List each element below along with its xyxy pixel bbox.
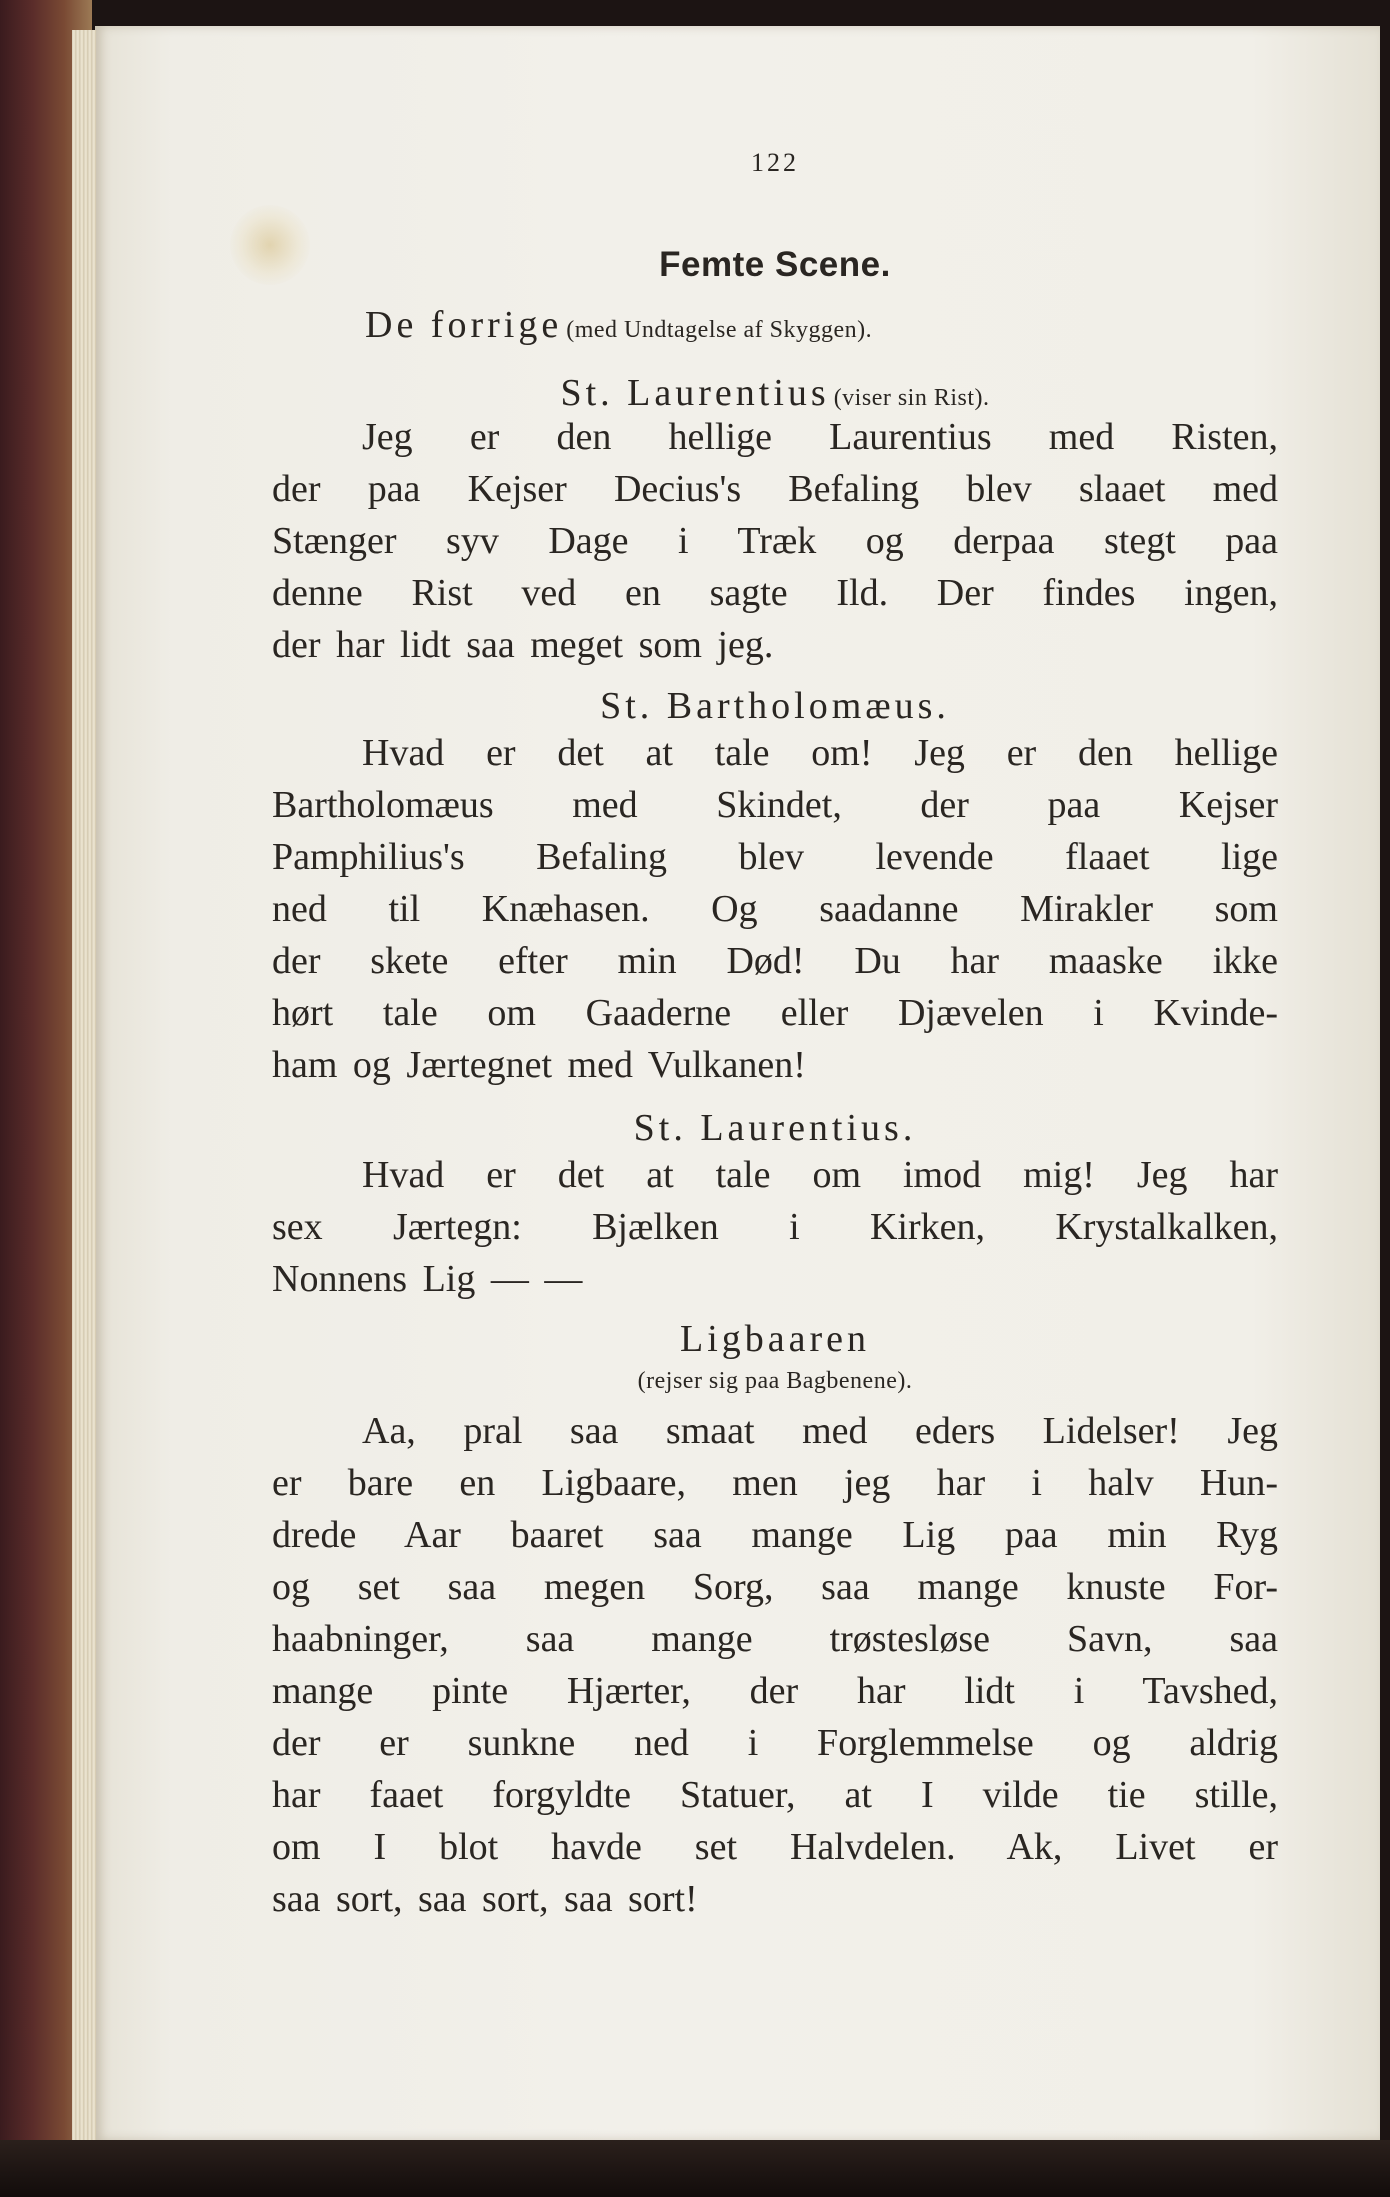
page-stack-edge [72,30,96,2140]
text-line: hørt tale om Gaaderne eller Djævelen i Kvinde- [272,992,1278,1034]
speaker-name: St. Bartholomæus. [600,685,950,727]
text-line: der har lidt saa meget som jeg. [272,624,774,666]
text-line: drede Aar baaret saa mange Lig paa min Ryg [272,1514,1278,1556]
text-line: sex Jærtegn: Bjælken i Kirken, Krystalkalken, [272,1206,1278,1248]
characters-present: De forrige [365,304,563,346]
text-line: der er sunkne ned i Forglemmelse og aldrig [272,1722,1278,1764]
text-line: Nonnens Lig — — [272,1258,583,1300]
speaker-name: St. Laurentius [560,372,830,414]
text-line: Aa, pral saa smaat med eders Lidelser! Jeg [362,1410,1278,1452]
stage-note: (med Undtagelse af Skyggen). [566,317,873,343]
text-line: Bartholomæus med Skindet, der paa Kejser [272,784,1278,826]
text-line: ham og Jærtegnet med Vulkanen! [272,1044,806,1086]
book-cover-bottom [0,2140,1390,2197]
text-line: der paa Kejser Decius's Befaling blev slaaet med [272,468,1278,510]
text-line: der skete efter min Død! Du har maaske ikke [272,940,1278,982]
text-line: Hvad er det at tale om imod mig! Jeg har [362,1154,1278,1196]
stage-direction: (viser sin Rist). [833,385,990,411]
text-line: Jeg er den hellige Laurentius med Risten, [362,416,1278,458]
text-line: denne Rist ved en sagte Ild. Der findes ingen, [272,572,1278,614]
text-line: og set saa megen Sorg, saa mange knuste For- [272,1566,1278,1608]
text-line: Pamphilius's Befaling blev levende flaaet lige [272,836,1278,878]
speaker-heading [272,370,1278,416]
scene-title: Femte Scene. [659,245,891,284]
text-line: haabninger, saa mange trøstesløse Savn, saa [272,1618,1278,1660]
text-line: er bare en Ligbaare, men jeg har i halv Hun- [272,1462,1278,1504]
stage-direction: (rejser sig paa Bagbenene). [637,1368,913,1394]
text-line: saa sort, saa sort, saa sort! [272,1878,698,1920]
text-line: mange pinte Hjærter, der har lidt i Tavshed, [272,1670,1278,1712]
text-line: har faaet forgyldte Statuer, at I vilde tie stille, [272,1774,1278,1816]
speaker-heading [272,1316,1278,1362]
text-line: ned til Knæhasen. Og saadanne Mirakler som [272,888,1278,930]
text-line: Stænger syv Dage i Træk og derpaa stegt paa [272,520,1278,562]
speaker-heading [272,683,1278,729]
text-line: om I blot havde set Halvdelen. Ak, Livet er [272,1826,1278,1868]
speaker-name: Ligbaaren [679,1318,871,1360]
page-number: 122 [751,148,799,177]
speaker-name: St. Laurentius. [633,1107,917,1149]
opening-stage-direction [365,302,872,348]
text-line: Hvad er det at tale om! Jeg er den hellige [362,732,1278,774]
speaker-heading [272,1105,1278,1151]
